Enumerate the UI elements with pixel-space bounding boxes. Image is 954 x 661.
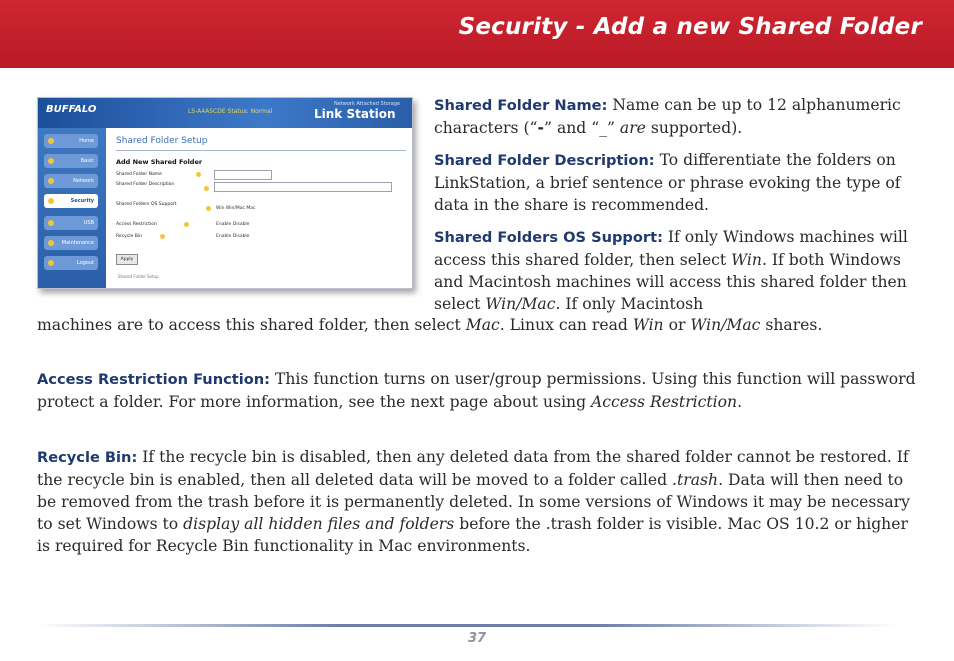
nav-icon bbox=[48, 260, 54, 266]
nav-basic: Basic bbox=[44, 154, 98, 168]
add-folder-title: Add New Shared Folder bbox=[116, 158, 203, 166]
nav-home: Home bbox=[44, 134, 98, 148]
name-input bbox=[214, 170, 272, 180]
access-options: Enable Disable bbox=[216, 222, 250, 227]
paragraph-os-support-cont: machines are to access this shared folder, then select Mac. Linux can read Win or Win/Mac shares. bbox=[37, 316, 823, 334]
nav-icon bbox=[48, 178, 54, 184]
device-status: LS-A4A5CDE Status: Normal bbox=[188, 108, 273, 115]
screenshot-header bbox=[38, 98, 412, 128]
label-access: Access Restriction bbox=[116, 222, 157, 227]
footer-divider bbox=[36, 624, 896, 627]
os-options: Win Win/Mac Mac bbox=[216, 206, 256, 211]
nav-icon bbox=[48, 198, 54, 204]
page-number: 37 bbox=[467, 631, 487, 646]
page-title: Security - Add a new Shared Folder bbox=[458, 14, 922, 40]
title-banner bbox=[0, 0, 954, 68]
setup-title: Shared Folder Setup bbox=[116, 136, 208, 146]
required-icon bbox=[204, 186, 209, 191]
nav-icon bbox=[48, 158, 54, 164]
buffalo-logo: BUFFALO bbox=[46, 104, 97, 115]
heading-folder-name: Shared Folder Name: bbox=[434, 97, 608, 114]
label-recycle: Recycle Bin bbox=[116, 234, 142, 239]
apply-button: Apply bbox=[116, 254, 138, 265]
divider bbox=[116, 150, 406, 151]
required-icon bbox=[206, 206, 211, 211]
product-tag: Network Attached Storage bbox=[334, 101, 401, 107]
required-icon bbox=[160, 234, 165, 239]
nav-network: Network bbox=[44, 174, 98, 188]
label-name: Shared Folder Name bbox=[116, 172, 162, 177]
description-input bbox=[214, 182, 392, 192]
heading-os-support: Shared Folders OS Support: bbox=[434, 229, 663, 246]
heading-access-restriction: Access Restriction Function: bbox=[37, 371, 270, 388]
nav-icon bbox=[48, 220, 54, 226]
recycle-options: Enable Disable bbox=[216, 234, 250, 239]
paragraph-os-support: Shared Folders OS Support: If only Windows machines will access this shared folder, then select Win. If both Windows and Macintosh machines will access this shared folder then select Win/Mac. If only Macintosh bbox=[434, 228, 908, 313]
nav-maintenance: Maintenance bbox=[44, 236, 98, 250]
screenshot-main bbox=[108, 128, 412, 288]
screenshot-sidebar bbox=[38, 128, 106, 288]
heading-recycle-bin: Recycle Bin: bbox=[37, 449, 138, 466]
heading-description: Shared Folder Description: bbox=[434, 152, 655, 169]
paragraph-folder-name: Shared Folder Name: Name can be up to 12 alphanumeric characters (“-” and “_” are supported). bbox=[434, 96, 901, 137]
required-icon bbox=[184, 222, 189, 227]
label-description: Shared Folder Description bbox=[116, 182, 175, 187]
nav-icon bbox=[48, 240, 54, 246]
nav-logout: Logout bbox=[44, 256, 98, 270]
nav-icon bbox=[48, 138, 54, 144]
linkstation-screenshot bbox=[37, 97, 413, 289]
screenshot-footer: Shared Folder Setup bbox=[118, 274, 159, 279]
nav-security: Security bbox=[44, 194, 98, 208]
label-os-support: Shared Folders OS Support bbox=[116, 202, 177, 207]
paragraph-access-restriction: Access Restriction Function: This function turns on user/group permissions. Using this function will password protect a folder. For more information, see the next page about using Access Restriction. bbox=[37, 370, 916, 411]
paragraph-recycle-bin: Recycle Bin: If the recycle bin is disabled, then any deleted data from the shared folder cannot be restored. If the recycle bin is enabled, then all deleted data will be moved to a folder called .trash. Data will then need to be removed from the trash before it is permanently deleted. In some versions of Windows it may be necessary to set Windows to display all hidden files and folders before the .trash folder is visible. Mac OS 10.2 or higher is required for Recycle Bin functionality in Mac environments. bbox=[37, 448, 910, 555]
nav-usb: USB bbox=[44, 216, 98, 230]
product-name: Link Station bbox=[314, 107, 396, 121]
paragraph-description: Shared Folder Description: To differentiate the folders on LinkStation, a brief sentence or phrase evoking the type of data in the share is recommended. bbox=[434, 151, 901, 214]
required-icon bbox=[196, 172, 201, 177]
